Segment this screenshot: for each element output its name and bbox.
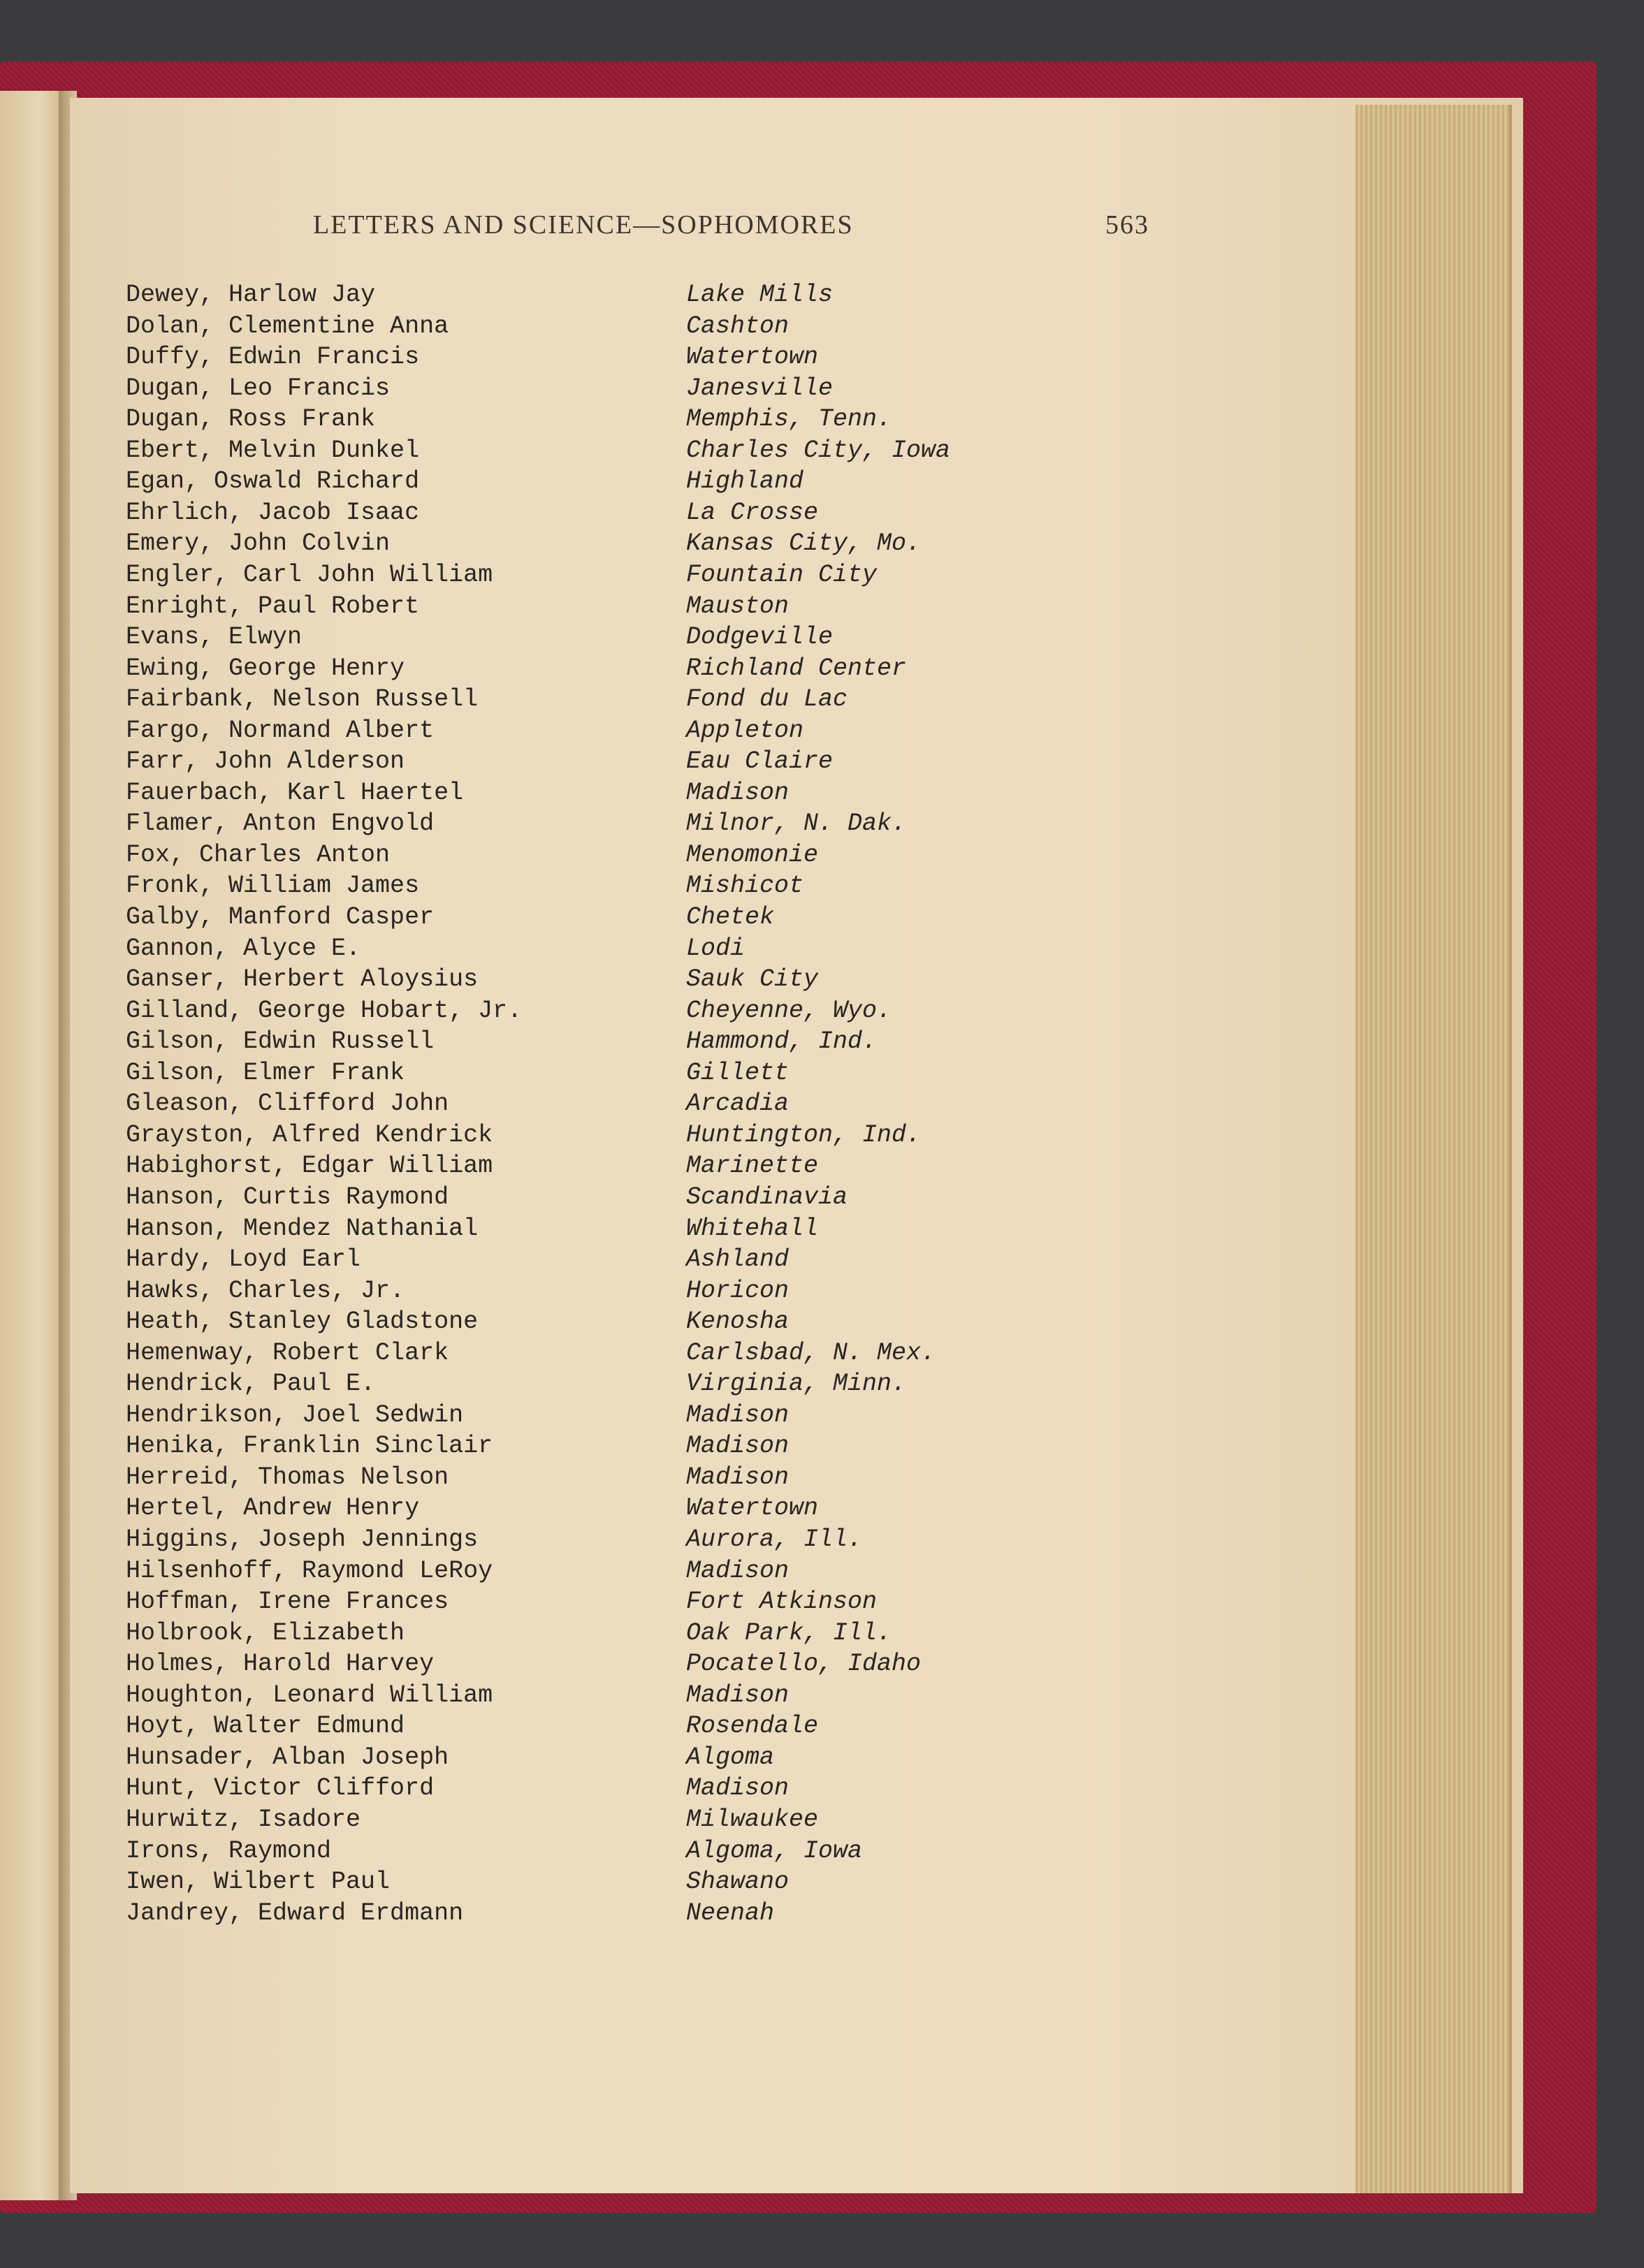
student-name: Dugan, Leo Francis <box>126 374 391 402</box>
student-name: Farr, John Alderson <box>126 747 405 775</box>
student-name: Hawks, Charles, Jr. <box>126 1277 405 1305</box>
student-hometown: Shawano <box>686 1868 790 1896</box>
student-name: Duffy, Edwin Francis <box>126 343 420 371</box>
student-name: Hoyt, Walter Edmund <box>126 1712 405 1740</box>
student-name: Ganser, Herbert Aloysius <box>126 965 479 993</box>
student-hometown: Oak Park, Ill. <box>686 1619 892 1647</box>
student-name: Fauerbach, Karl Haertel <box>126 779 464 807</box>
student-name: Ebert, Melvin Dunkel <box>126 437 420 464</box>
student-hometown: Kansas City, Mo. <box>686 529 922 557</box>
student-hometown: Chetek <box>686 903 775 931</box>
student-name: Evans, Elwyn <box>126 623 303 651</box>
student-name: Jandrey, Edward Erdmann <box>126 1899 464 1927</box>
student-name: Ewing, George Henry <box>126 654 405 682</box>
page-fore-edge <box>1355 105 1512 2193</box>
student-name: Holmes, Harold Harvey <box>126 1650 435 1678</box>
student-hometown: Lake Mills <box>686 281 834 309</box>
student-name: Gilson, Elmer Frank <box>126 1059 405 1087</box>
student-name: Enright, Paul Robert <box>126 592 420 620</box>
student-hometown: Madison <box>686 1401 790 1429</box>
student-hometown: Virginia, Minn. <box>686 1370 907 1398</box>
student-hometown: Aurora, Ill. <box>686 1526 863 1553</box>
student-name: Hurwitz, Isadore <box>126 1806 361 1834</box>
student-hometown: Ashland <box>686 1245 790 1273</box>
student-name: Hendrick, Paul E. <box>126 1370 376 1398</box>
student-name: Gannon, Alyce E. <box>126 935 361 963</box>
student-name: Galby, Manford Casper <box>126 903 435 931</box>
student-name: Heath, Stanley Gladstone <box>126 1308 479 1336</box>
student-hometown: Madison <box>686 1557 790 1585</box>
student-name: Grayston, Alfred Kendrick <box>126 1121 493 1149</box>
student-name: Hardy, Loyd Earl <box>126 1245 361 1273</box>
student-name: Hemenway, Robert Clark <box>126 1339 449 1367</box>
student-name: Hanson, Curtis Raymond <box>126 1183 449 1211</box>
student-name: Habighorst, Edgar William <box>126 1152 493 1180</box>
student-hometown: Cheyenne, Wyo. <box>686 997 892 1025</box>
student-name: Hilsenhoff, Raymond LeRoy <box>126 1557 493 1585</box>
student-name: Irons, Raymond <box>126 1837 332 1865</box>
student-hometown: Appleton <box>686 717 804 745</box>
student-name: Egan, Oswald Richard <box>126 467 420 495</box>
student-name: Dolan, Clementine Anna <box>126 312 449 340</box>
student-hometown: Richland Center <box>686 654 907 682</box>
student-name: Hunsader, Alban Joseph <box>126 1743 449 1771</box>
student-hometown: Madison <box>686 1463 790 1491</box>
student-name: Hanson, Mendez Nathanial <box>126 1215 479 1243</box>
student-hometown: Mauston <box>686 592 790 620</box>
student-name: Dewey, Harlow Jay <box>126 281 376 309</box>
student-name: Fairbank, Nelson Russell <box>126 685 479 713</box>
student-hometown: Janesville <box>686 374 834 402</box>
student-hometown: Neenah <box>686 1899 775 1927</box>
student-hometown: Gillett <box>686 1059 790 1087</box>
student-name: Gleason, Clifford John <box>126 1090 449 1118</box>
student-hometown: Menomonie <box>686 841 819 869</box>
page-number: 563 <box>1105 210 1149 240</box>
student-hometown: Algoma, Iowa <box>686 1837 863 1865</box>
student-hometown: Arcadia <box>686 1090 790 1118</box>
student-hometown: Madison <box>686 779 790 807</box>
student-hometown: Watertown <box>686 1494 819 1522</box>
student-name: Hoffman, Irene Frances <box>126 1588 449 1616</box>
student-hometown: Milnor, N. Dak. <box>686 810 907 837</box>
student-hometown: Madison <box>686 1774 790 1802</box>
student-hometown: Dodgeville <box>686 623 834 651</box>
student-hometown: Fountain City <box>686 561 878 589</box>
student-name: Ehrlich, Jacob Isaac <box>126 499 420 527</box>
student-hometown: Cashton <box>686 312 790 340</box>
student-hometown: Memphis, Tenn. <box>686 405 892 433</box>
student-name: Flamer, Anton Engvold <box>126 810 435 837</box>
student-name: Higgins, Joseph Jennings <box>126 1526 479 1553</box>
student-hometown: Sauk City <box>686 965 819 993</box>
student-hometown: Marinette <box>686 1152 819 1180</box>
student-hometown: Madison <box>686 1432 790 1460</box>
student-name: Fargo, Normand Albert <box>126 717 435 745</box>
student-hometown: Carlsbad, N. Mex. <box>686 1339 936 1367</box>
student-name: Hertel, Andrew Henry <box>126 1494 420 1522</box>
student-hometown: Watertown <box>686 343 819 371</box>
student-name: Engler, Carl John William <box>126 561 493 589</box>
student-name: Iwen, Wilbert Paul <box>126 1868 391 1896</box>
student-name: Emery, John Colvin <box>126 529 391 557</box>
student-name: Fox, Charles Anton <box>126 841 391 869</box>
student-name: Houghton, Leonard William <box>126 1681 493 1709</box>
student-name: Holbrook, Elizabeth <box>126 1619 405 1647</box>
student-name: Gilson, Edwin Russell <box>126 1027 435 1055</box>
student-hometown: Highland <box>686 467 804 495</box>
student-hometown: Milwaukee <box>686 1806 819 1834</box>
student-hometown: Kenosha <box>686 1308 790 1336</box>
student-name: Henika, Franklin Sinclair <box>126 1432 493 1460</box>
student-hometown: Fond du Lac <box>686 685 848 713</box>
student-name: Fronk, William James <box>126 872 420 900</box>
running-head: LETTERS AND SCIENCE—SOPHOMORES <box>313 210 854 240</box>
student-hometown: Algoma <box>686 1743 775 1771</box>
student-name: Gilland, George Hobart, Jr. <box>126 997 523 1025</box>
student-hometown: Huntington, Ind. <box>686 1121 922 1149</box>
student-hometown: Scandinavia <box>686 1183 848 1211</box>
student-hometown: Charles City, Iowa <box>686 437 951 464</box>
student-hometown: Eau Claire <box>686 747 834 775</box>
student-hometown: Whitehall <box>686 1215 819 1243</box>
student-hometown: Horicon <box>686 1277 790 1305</box>
student-hometown: Mishicot <box>686 872 804 900</box>
student-hometown: Hammond, Ind. <box>686 1027 878 1055</box>
student-name: Dugan, Ross Frank <box>126 405 376 433</box>
student-hometown: Pocatello, Idaho <box>686 1650 922 1678</box>
student-hometown: La Crosse <box>686 499 819 527</box>
student-name: Hunt, Victor Clifford <box>126 1774 435 1802</box>
student-hometown: Lodi <box>686 935 745 963</box>
student-hometown: Rosendale <box>686 1712 819 1740</box>
student-hometown: Fort Atkinson <box>686 1588 878 1616</box>
student-name: Hendrikson, Joel Sedwin <box>126 1401 464 1429</box>
facing-page-edge <box>0 91 67 2200</box>
student-name: Herreid, Thomas Nelson <box>126 1463 449 1491</box>
student-hometown: Madison <box>686 1681 790 1709</box>
